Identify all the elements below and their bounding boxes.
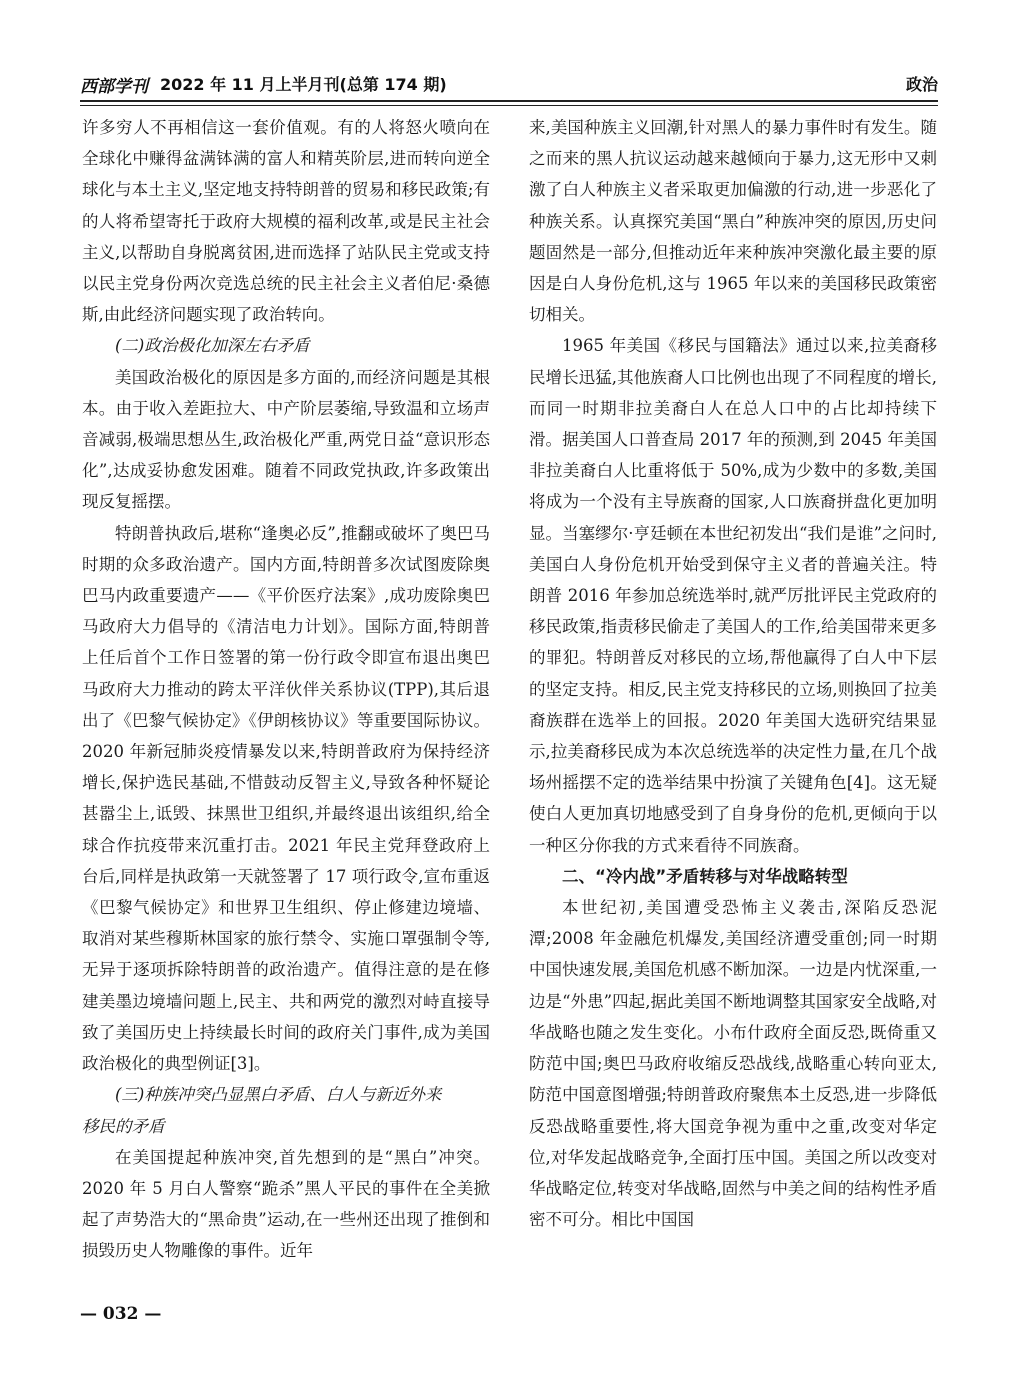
subsection-heading: (三)种族冲突凸显黑白矛盾、白人与新近外来 — [115, 1085, 442, 1105]
section-name: 政治 — [905, 75, 938, 94]
paragraph: 本世纪初,美国遭受恐怖主义袭击,深陷反恐泥潭;2008 年金融危机爆发,美国经济遭受重创;同一时期中国快速发展,美国危机感不断加深。一边是内忧深重,一边是“外患”四起,据此美国不断地调整其国家安全战略,对华战略也随之发生变化。小布什政府全面反恐,既倚重又防范中国;奥巴马政府收缩反恐战线,战略重心转向亚太,防范中国意图增强;特朗普政府聚焦本土反恐,进一步降低反恐战略重要性,将大国竞争视为重中之重,改变对华定位,对华发起战略竞争,全面打压中国。美国之所以改变对华战略定位,转变对华战略,固然与中美之间的结构性矛盾密不可分。相比中国国 — [529, 898, 937, 1230]
paragraph: 特朗普执政后,堪称“逢奥必反”,推翻或破坏了奥巴马时期的众多政治遗产。国内方面,特朗普多次试图废除奥巴马内政重要遗产——《平价医疗法案》,成功废除奥巴马政府大力倡导的《清洁电力计划》。国际方面,特朗普上任后首个工作日签署的第一份行政令即宣布退出奥巴马政府大力推动的跨太平洋伙伴关系协议(TPP),其后退出了《巴黎气候协定》《伊朗核协议》等重要国际协议。2020 年新冠肺炎疫情暴发以来,特朗普政府为保持经济增长,保护选民基础,不惜鼓动反智主义,导致各种怀疑论甚嚣尘上,诋毁、抹黑世卫组织,并最终退出该组织,给全球合作抗疫带来沉重打击。2021 年民主党拜登政府上台后,同样是执政第一天就签署了 17 项行政令,宣布重返《巴黎气候协定》和世界卫生组织、停止修建边境墙、取消对某些穆斯林国家的旅行禁令、实施口罩强制令等,无异于逐项拆除特朗普的政治遗产。值得注意的是在修建美墨边境墙问题上,民主、共和两党的激烈对峙直接导致了美国历史上持续最长时间的政府关门事件,成为美国政治极化的典型例证[3]。 — [82, 523, 490, 1074]
paragraph: 美国政治极化的原因是多方面的,而经济问题是其根本。由于收入差距拉大、中产阶层萎缩,导致温和立场声音减弱,极端思想丛生,政治极化严重,两党日益“意识形态化”,达成妥协愈发困难。随着不同政党执政,许多政策出现反复摇摆。 — [82, 367, 490, 512]
paragraph: 来,美国种族主义回潮,针对黑人的暴力事件时有发生。随之而来的黑人抗议运动越来越倾向于暴力,这无形中又刺激了白人种族主义者采取更加偏激的行动,进一步恶化了种族关系。认真探究美国“黑白”种族冲突的原因,历史问题固然是一部分,但推动近年来种族冲突激化最主要的原因是白人身份危机,这与 1965 年以来的美国移民政策密切相关。 — [529, 118, 937, 325]
header-rule-thick — [80, 100, 938, 102]
right-column — [529, 112, 937, 1235]
issue-info: 2022 年 11 月上半月刊(总第 174 期) — [160, 75, 447, 94]
left-column — [82, 112, 490, 1267]
paragraph: 在美国提起种族冲突,首先想到的是“黑白”冲突。2020 年 5 月白人警察“跪杀”黑人平民的事件在全美掀起了声势浩大的“黑命贵”运动,在一些州还出现了推倒和损毁历史人物雕像的事件。近年 — [82, 1147, 490, 1261]
journal-logo: 西部学刊 — [80, 77, 148, 97]
header-rule-thin — [80, 105, 938, 106]
paragraph: 1965 年美国《移民与国籍法》通过以来,拉美裔移民增长迅猛,其他族裔人口比例也出现了不同程度的增长,而同一时期非拉美裔白人在总人口中的占比却持续下滑。据美国人口普查局 2017 年的预测,到 2045 年美国非拉美裔白人比重将低于 50%,成为少数中的多数,美国将成为一个没有主导族裔的国家,人口族裔拼盘化更加明显。当塞缪尔·亨廷顿在本世纪初发出“我们是谁”之问时,美国白人身份危机开始受到保守主义者的普遍关注。特朗普 2016 年参加总统选举时,就严厉批评民主党政府的移民政策,指责移民偷走了美国人的工作,给美国带来更多的罪犯。特朗普反对移民的立场,帮他赢得了白人中下层的坚定支持。相反,民主党支持移民的立场,则换回了拉美裔族群在选举上的回报。2020 年美国大选研究结果显示,拉美裔移民成为本次总统选举的决定性力量,在几个战场州摇摆不定的选举结果中扮演了关键角色[4]。这无疑使白人更加真切地感受到了自身身份的危机,更倾向于以一种区分你我的方式来看待不同族裔。 — [529, 336, 937, 855]
page-header — [80, 70, 938, 98]
subsection-heading: (二)政治极化加深左右矛盾 — [115, 336, 310, 356]
paragraph: 许多穷人不再相信这一套价值观。有的人将怒火喷向在全球化中赚得盆满钵满的富人和精英阶层,进而转向逆全球化与本土主义,坚定地支持特朗普的贸易和移民政策;有的人将希望寄托于政府大规模的福利改革,或是民主社会主义,以帮助自身脱离贫困,进而选择了站队民主党或支持以民主党身份两次竞选总统的民主社会主义者伯尼·桑德斯,由此经济问题实现了政治转向。 — [82, 118, 490, 325]
subsection-heading-continued: 移民的矛盾 — [82, 1116, 165, 1136]
section-heading: 二、“冷内战”矛盾转移与对华战略转型 — [562, 866, 848, 886]
page-number: — 032 — — [80, 1304, 162, 1324]
